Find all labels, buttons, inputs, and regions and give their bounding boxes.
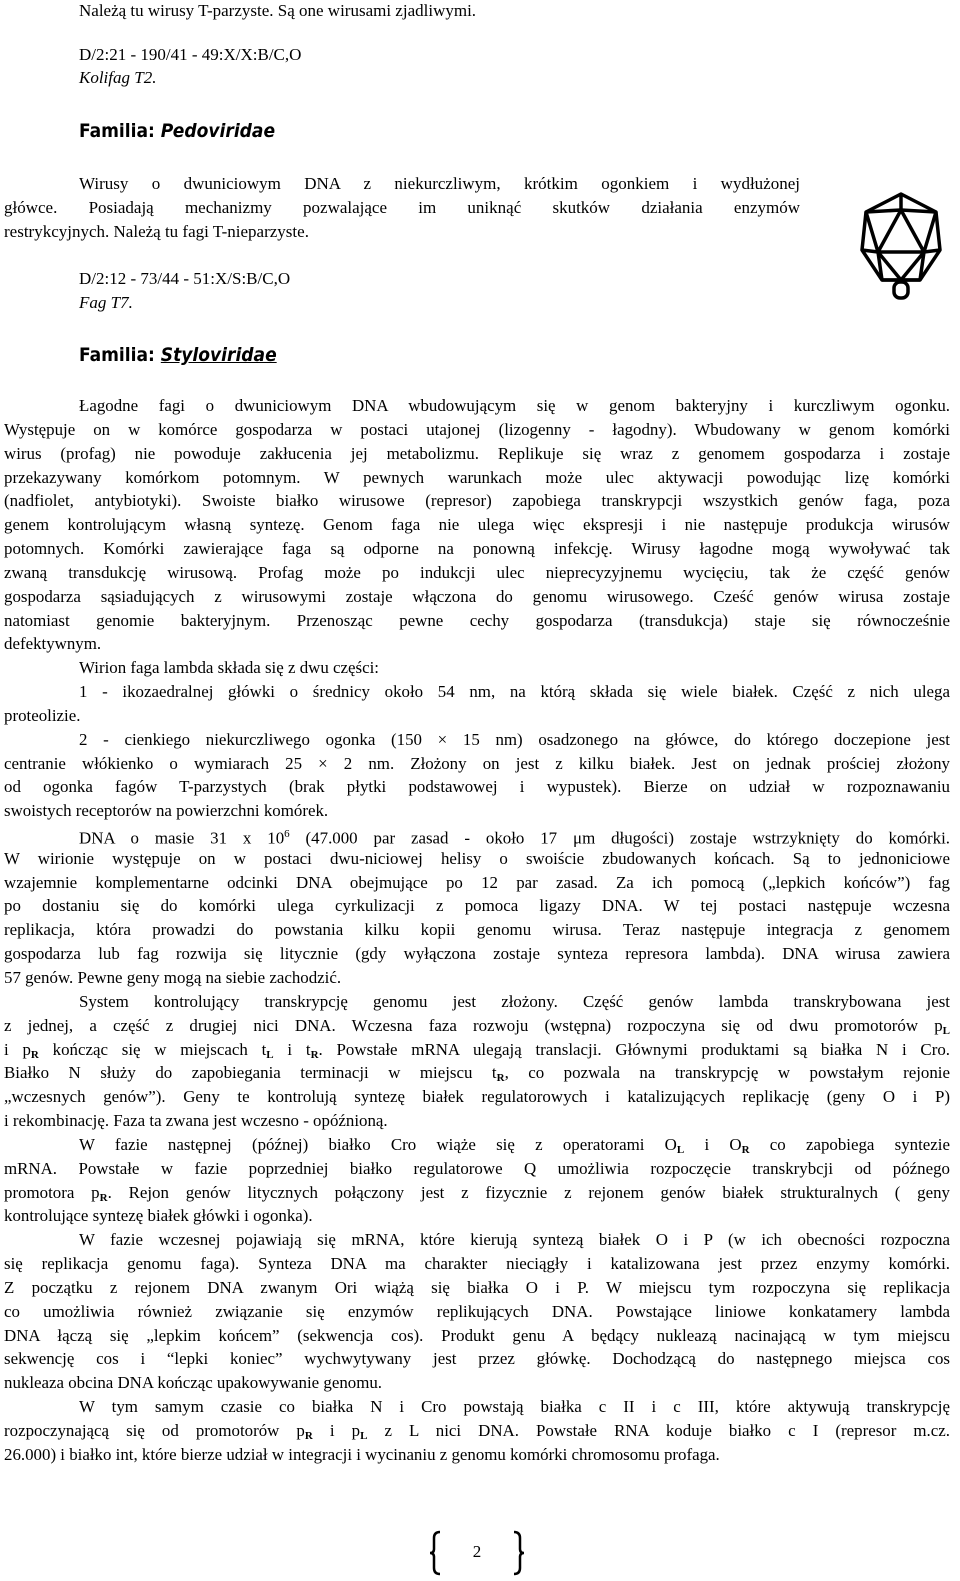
body-line: replikacja, która prowadzi do powstania kilku kopii genomu wirusa. Teraz następuje integracja z genomem	[4, 920, 950, 939]
body-line	[4, 656, 950, 680]
body-line: Występuje on w komórce gospodarza w postaci utajonej (lizogenny - łagodny). Wbudowany w genom komórki	[4, 420, 950, 439]
virus-code: D/2:21 - 190/41 - 49:X/X:B/C,O	[79, 45, 302, 64]
body-text: . Rejon genów litycznych połączony jest z fizycznie z rejonem genów białek strukturalnych ( geny	[107, 1183, 951, 1202]
virus-name: Kolifag T2.	[79, 68, 157, 87]
body-line: „wczesnych genów”). Geny te kontrolują syntezę białek regulatorowych i katalizujących replikację (geny O i P)	[4, 1087, 950, 1106]
body-line: przekazywany komórkom potomnym. W pewnych warunkach może ulec aktywacji powodując lizę komórki	[4, 468, 950, 487]
body-line	[4, 990, 950, 1014]
body-text: rozpoczynającą się od promotorów p	[4, 1421, 305, 1440]
body-line: co umożliwia również związanie się enzymów replikujących DNA. Powstające liniowe konkatamery lambda	[4, 1302, 950, 1321]
body-line: od ogonka fagów T-parzystych (brak płytki podstawowej i wypustek). Bierze on udział w rozpoznawaniu	[4, 777, 950, 796]
body-text: System kontrolujący transkrypcję genomu jest złożony. Część genów lambda transkrybowana jest	[79, 992, 950, 1011]
body-line	[4, 1228, 950, 1252]
body-line: potomnych. Komórki zawierające faga są odporne na ponowną infekcję. Wirusy łagodne mogą wywoływać tak	[4, 539, 950, 558]
description-text: Wirusy o dwuniciowym DNA z niekurczliwym, krótkim ogonkiem i wydłużonej	[79, 174, 800, 193]
unit-text: μm	[573, 828, 596, 848]
body-line: sekwencję cos i “lepki koniec” wychwytywany jest przez główkę. Dochodzącą do następnego miejsca cos	[4, 1349, 950, 1368]
body-line: i rekombinację. Faza ta zwana jest wczesno - opóźnioną.	[4, 1111, 388, 1130]
body-text: 2 - cienkiego niekurczliwego ogonka (150 × 15 nm) osadzonego na główce, do którego doczepione jest	[79, 730, 950, 749]
subscript: R	[30, 1049, 39, 1061]
family-name: Styloviridae	[160, 344, 277, 366]
virus-code: D/2:12 - 73/44 - 51:X/S:B/C,O	[79, 269, 291, 288]
body-text: . Powstałe mRNA ulegają translacji. Głównymi produktami są białka N i Cro.	[318, 1040, 950, 1059]
body-line: swoistych receptorów na powierzchni komórek.	[4, 801, 329, 820]
body-text: W fazie następnej (późnej) białko Cro wiąże się z operatorami O	[79, 1135, 677, 1154]
subscript: L	[942, 1025, 950, 1037]
body-line: centranie włókienko o wymiarach 25 × 2 nm. Złożony on jest z kilku białek. Jest on jednak prościej złożony	[4, 754, 950, 773]
subscript: R	[310, 1049, 319, 1061]
body-text: z L nici DNA. Powstałe RNA koduje białko c I (represor m.cz.	[367, 1421, 950, 1440]
body-line: defektywnym.	[4, 634, 102, 653]
body-text: Łagodne fagi o dwuniciowym DNA wbudowującym się w genom bakteryjny i kurczliwym ogonku.	[79, 396, 950, 415]
heading-label: Familia:	[79, 120, 161, 142]
body-text: 1 - ikozaedralnej główki o średnicy około 54 nm, na którą składa się wiele białek. Część z nich ulega	[79, 682, 950, 701]
subscript: R	[496, 1072, 505, 1084]
body-line: wzajemnie komplementarne odcinki DNA obejmujące po 12 par zasad. Za ich pomocą („lepkich końców”) fag	[4, 873, 950, 892]
description-line	[4, 172, 800, 196]
body-line	[4, 394, 950, 418]
body-line	[4, 728, 950, 752]
page-number	[430, 1530, 524, 1576]
body-text: W fazie wczesnej pojawiają się mRNA, które kierują syntezą białek O i P (w ich obecności rozpoczna	[79, 1230, 950, 1249]
body-text: i p	[4, 1040, 31, 1059]
subscript: R	[741, 1144, 750, 1156]
body-line: genem kontrolującym własną syntezę. Genom faga nie ulega więc ekspresji i nie następuje produkcja wirusów	[4, 515, 950, 534]
body-line: 26.000) i białko int, które bierze udział w integracji i wycinaniu z genomu komórki chromosomu profaga.	[4, 1445, 720, 1464]
body-text: Wirion faga lambda składa się z dwu części:	[79, 658, 379, 677]
section-heading-pedoviridae	[79, 119, 275, 143]
subscript: L	[676, 1144, 685, 1156]
body-line: W wirionie występuje on w postaci dwu-niciowej helisy o swoiście zbudowanych końcach. Są to jednoniciowe	[4, 849, 950, 868]
body-line: 57 genów. Pewne geny mogą na siebie zachodzić.	[4, 968, 342, 987]
body-line: kontrolujące syntezę białek główki i ogonka).	[4, 1206, 313, 1225]
page-number-text: 2	[472, 1542, 482, 1561]
body-line	[4, 680, 950, 704]
body-line: nukleaza obcina DNA kończąc upakowywanie genomu.	[4, 1373, 383, 1392]
icosahedral-phage-icon	[858, 190, 944, 308]
body-line: proteolizie.	[4, 706, 81, 725]
virus-name: Fag T7.	[79, 293, 133, 312]
subscript: L	[360, 1430, 368, 1442]
body-text: W tym samym czasie co białka N i Cro powstają białka c II i c III, które aktywują transkrypcję	[79, 1397, 950, 1416]
subscript: R	[99, 1192, 108, 1204]
body-line: natomiast genomie bakteryjnym. Przenosząc pewne cechy gospodarza (transdukcja) staje się równocześnie	[4, 611, 950, 630]
body-line: się replikacja genomu faga). Synteza DNA ma charakter nieciągły i katalizowana jest przez enzymy komórki.	[4, 1254, 950, 1273]
body-text: z jednej, a część z drugiej nici DNA. Wczesna faza rozwoju (wstępna) rozpoczyna się od dwu promotorów p	[4, 1016, 943, 1035]
body-text: , co pozwala na transkrypcję w powstałym rejonie	[504, 1063, 950, 1082]
description-line: restrykcyjnych. Należą tu fagi T-nieparzyste.	[4, 222, 309, 241]
body-text: kończąc się w miejscach t	[38, 1040, 267, 1059]
subscript: L	[266, 1049, 274, 1061]
family-name: Pedoviridae	[160, 120, 276, 142]
body-line: wirus (profag) nie powoduje zakłucenia jej metabolizmu. Replikuje się wraz z genomem gospodarza i zostaje	[4, 444, 950, 463]
body-text: promotora p	[4, 1183, 100, 1202]
body-line: po dostaniu się do komórki ulega cyrkulizacji z pomoca ligazy DNA. W tej postaci następuje wczesna	[4, 896, 950, 915]
body-text: Białko N służy do zapobiegania terminacji w miejscu t	[4, 1063, 497, 1082]
body-line: (nadfiolet, antybiotyki). Swoiste białko wirusowe (represor) zapobiega transkrypcji wszystkich genów faga, poza	[4, 491, 950, 510]
text-line: Należą tu wirusy T-parzyste. Są one wirusami zjadliwymi.	[79, 1, 477, 20]
description-line: główce. Posiadają mechanizmy pozwalające im uniknąć skutków działania enzymów	[4, 198, 800, 217]
section-heading-styloviridae	[79, 343, 277, 367]
body-text: i O	[684, 1135, 742, 1154]
body-line	[4, 1395, 950, 1419]
superscript: 6	[284, 828, 290, 840]
body-line: gospodarza sąsiadujących z wirusowymi zostaje włączona do genomu wirusowego. Cześć genów wirusa zostaje	[4, 587, 950, 606]
body-text: i p	[312, 1421, 361, 1440]
body-text: DNA o masie 31 x 10	[79, 828, 285, 848]
body-text: długości) zostaje wstrzyknięty do komórki.	[595, 828, 951, 848]
body-line: Z początku z rejonem DNA zwanym Ori wiążą się białka O i P. W miejscu tym rozpoczyna się replikacja	[4, 1278, 950, 1297]
body-line: DNA łączą się „lepkim końcem” (sekwencja cos). Produkt genu A będący nukleazą nacinającą w tym miejscu	[4, 1326, 950, 1345]
body-line: zwaną transdukcję wirusową. Profag może po indukcji ulec nieprecyzyjnemu wycięciu, tak że część genów	[4, 563, 950, 582]
body-text: i t	[273, 1040, 311, 1059]
body-text: co zapobiega syntezie	[749, 1135, 950, 1154]
body-text: (47.000 par zasad - około 17	[289, 828, 574, 848]
body-line: mRNA. Powstałe w fazie poprzedniej białko regulatorowe Q umożliwia rozpoczęcie transkrybcji od późnego	[4, 1159, 950, 1178]
heading-label: Familia:	[79, 344, 161, 366]
subscript: R	[304, 1430, 313, 1442]
body-line: gospodarza lub fag rozwija się litycznie (gdy wyłączona zostaje synteza represora lambda). DNA wirusa zawiera	[4, 944, 950, 963]
